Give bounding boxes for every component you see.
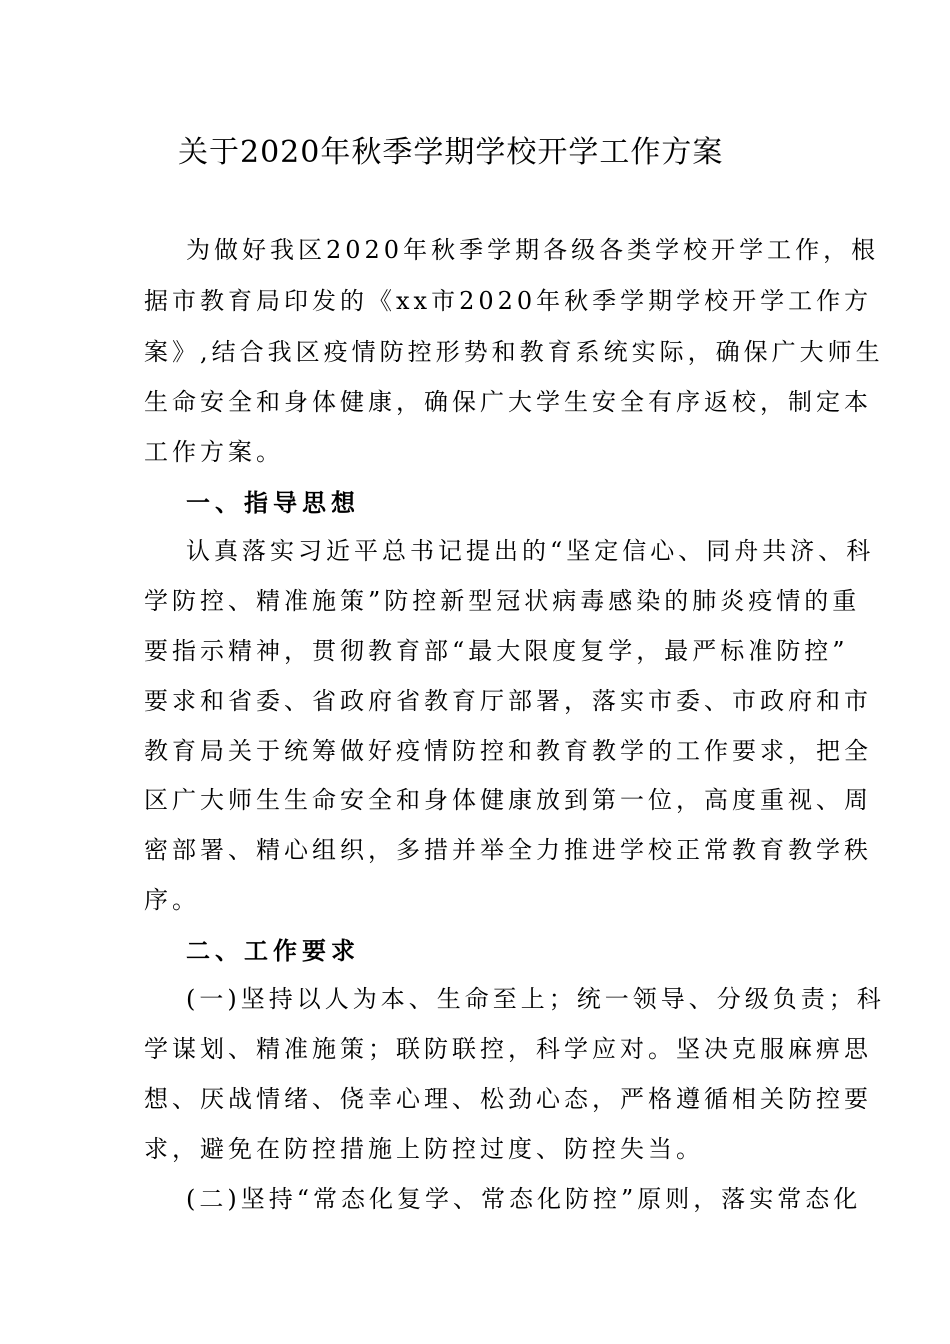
paragraph-line: 要指示精神，贯彻教育部“最大限度复学，最严标准防控” [144, 637, 849, 665]
paragraph-line: 学谋划、精准施策；联防联控，科学应对。坚决克服麻痹思 [144, 1035, 872, 1063]
paragraph-line: 生命安全和身体健康，确保广大学生安全有序返校，制定本 [144, 388, 872, 416]
paragraph-line: 序。 [144, 886, 200, 914]
paragraph-line: 求，避免在防控措施上防控过度、防控失当。 [144, 1135, 704, 1163]
paragraph-line: 教育局关于统筹做好疫情防控和教育教学的工作要求，把全 [144, 737, 872, 765]
paragraph-line: 区广大师生生命安全和身体健康放到第一位，高度重视、周 [144, 786, 872, 814]
document-title: 关于2020年秋季学期学校开学工作方案 [178, 135, 724, 170]
paragraph-line: (二)坚持“常态化复学、常态化防控”原则，落实常态化 [186, 1185, 862, 1213]
section-heading: 二、工作要求 [186, 937, 360, 965]
paragraph-line: 学防控、精准施策”防控新型冠状病毒感染的肺炎疫情的重 [144, 587, 861, 615]
paragraph-line: 密部署、精心组织，多措并举全力推进学校正常教育教学秩 [144, 836, 872, 864]
paragraph-line: 据市教育局印发的《xx市2020年秋季学期学校开学工作方 [144, 287, 873, 315]
section-heading: 一、指导思想 [186, 489, 360, 517]
paragraph-line: (一)坚持以人为本、生命至上；统一领导、分级负责；科 [186, 985, 885, 1013]
paragraph-line: 案》,结合我区疫情防控形势和教育系统实际，确保广大师生 [144, 338, 884, 366]
paragraph-line: 要求和省委、省政府省教育厅部署，落实市委、市政府和市 [144, 687, 872, 715]
paragraph-line: 认真落实习近平总书记提出的“坚定信心、同舟共济、科 [186, 537, 875, 565]
paragraph-line: 想、厌战情绪、侥幸心理、松劲心态，严格遵循相关防控要 [144, 1085, 872, 1113]
paragraph-line: 工作方案。 [144, 438, 284, 466]
paragraph-line: 为做好我区2020年秋季学期各级各类学校开学工作，根 [186, 236, 880, 264]
